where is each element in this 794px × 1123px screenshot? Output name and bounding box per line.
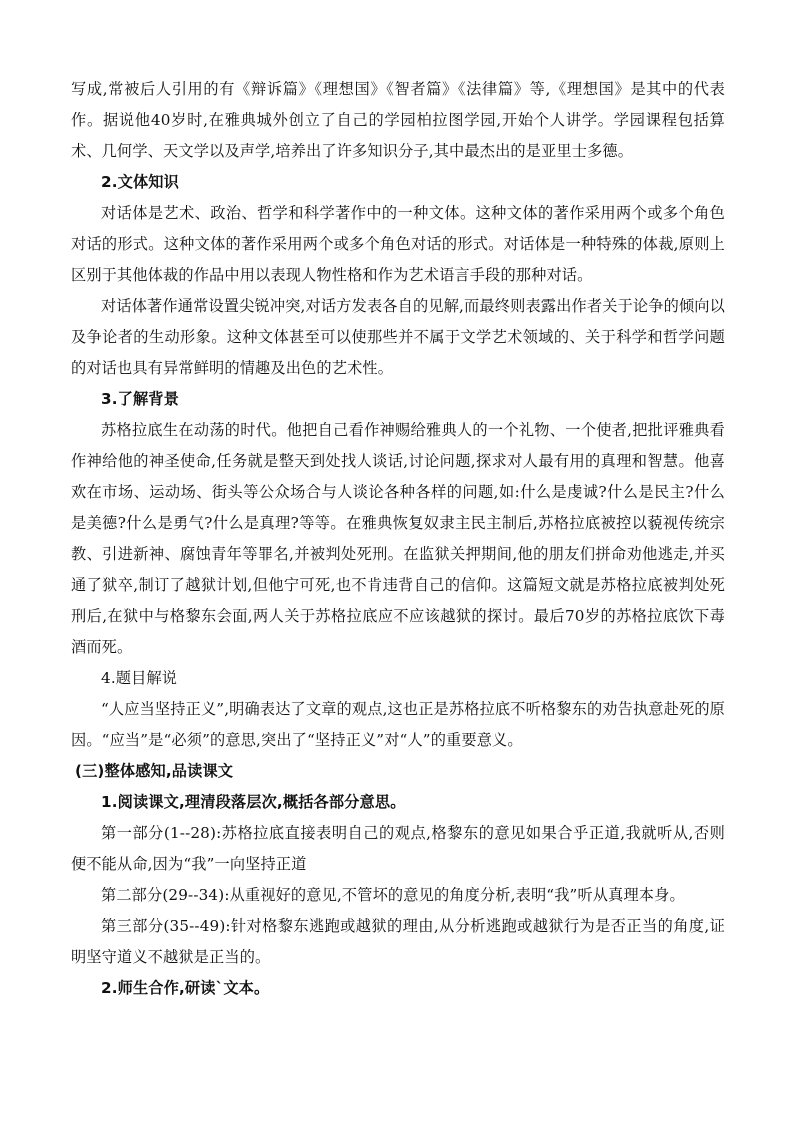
heading-genre-knowledge: 2.文体知识 <box>101 173 179 191</box>
intro-paragraph: 写成,常被后人引用的有《辩诉篇》《理想国》《智者篇》《法律篇》等,《理想国》是其中的代表作。据说他40岁时,在雅典城外创立了自己的学园柏拉图学园,开始个人讲学。学园课程包括算术、几何学、天文学以及声学,培养出了许多知识分子,其中最杰出的是亚里士多德。 <box>71 80 725 160</box>
genre-paragraph-1: 对话体是艺术、政治、哲学和科学著作中的一种文体。这种文体的著作采用两个或多个角色对话的形式。这种文体的著作采用两个或多个角色对话的形式。对话体是一种特殊的体裁,原则上区别于其他体裁的作品中用以表现人物性格和作为艺术语言手段的那种对话。 <box>71 204 725 284</box>
part-three-paragraph: 第三部分(35--49):针对格黎东逃跑或越狱的理由,从分析逃跑或越狱行为是否正当的角度,证明坚守道义不越狱是正当的。 <box>71 917 725 966</box>
title-explanation-paragraph: “人应当坚持正义”,明确表达了文章的观点,这也正是苏格拉底不听格黎东的劝告执意赴死的原因。“应当”是“必须”的意思,突出了“坚持正义”对“人”的重要意义。 <box>71 700 725 749</box>
document-body <box>71 74 725 1004</box>
part-two-paragraph: 第二部分(29--34):从重视好的意见,不管坏的意见的角度分析,表明“我”听从真理本身。 <box>101 886 685 904</box>
background-paragraph: 苏格拉底生在动荡的时代。他把自己看作神赐给雅典人的一个礼物、一个使者,把批评雅典看作神给他的神圣使命,任务就是整天到处找人谈话,讨论问题,探求对人最有用的真理和智慧。他喜欢在市场、运动场、街头等公众场合与人谈论各种各样的问题,如:什么是虔诚?什么是民主?什么是美德?什么是勇气?什么是真理?等等。在雅典恢复奴隶主民主制后,苏格拉底被控以藐视传统宗教、引进新神、腐蚀青年等罪名,并被判处死刑。在监狱关押期间,他的朋友们拼命劝他逃走,并买通了狱卒,制订了越狱计划,但他宁可死,也不肯违背自己的信仰。这篇短文就是苏格拉底被判处死刑后,在狱中与格黎东会面,两人关于苏格拉底应不应该越狱的探讨。最后70岁的苏格拉底饮下毒酒而死。 <box>71 421 725 656</box>
heading-section-three: (三)整体感知,品读课文 <box>75 762 234 780</box>
genre-paragraph-2: 对话体著作通常设置尖锐冲突,对话方发表各自的见解,而最终则表露出作者关于论争的倾向以及争论者的生动形象。这种文体甚至可以使那些并不属于文学艺术领域的、关于科学和哲学问题的对话也具有异常鲜明的情趣及出色的艺术性。 <box>71 297 725 377</box>
heading-read-text: 1.阅读课文,理清段落层次,概括各部分意思。 <box>101 793 406 811</box>
heading-background: 3.了解背景 <box>101 390 179 408</box>
part-one-paragraph: 第一部分(1--28):苏格拉底直接表明自己的观点,格黎东的意见如果合乎正道,我就听从,否则便不能从命,因为“我”一向坚持正道 <box>71 824 725 873</box>
heading-cooperation: 2.师生合作,研读`文本。 <box>101 979 270 997</box>
heading-title-explanation: 4.题目解说 <box>101 669 178 687</box>
